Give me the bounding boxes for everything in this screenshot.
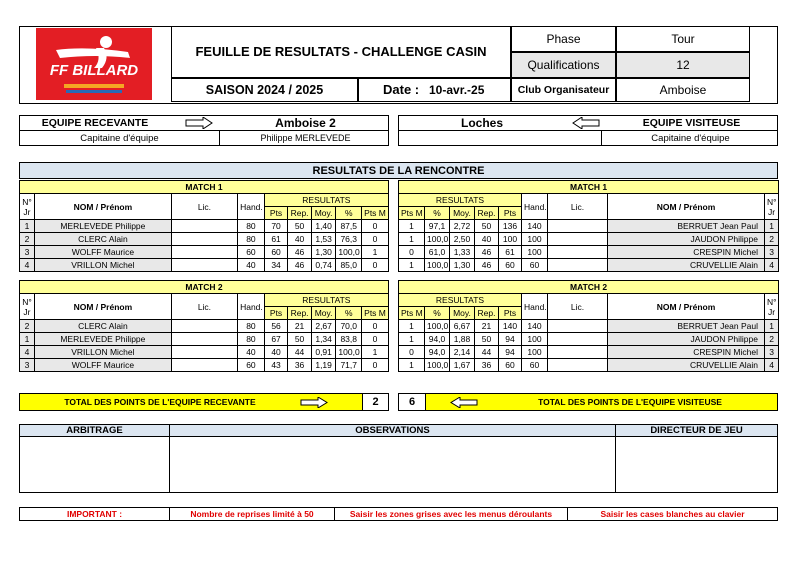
player-moy: 1,33: [450, 246, 475, 259]
saison-label: SAISON 2024 / 2025: [171, 78, 358, 102]
player-moy: 1,67: [450, 359, 475, 372]
player-lic: [548, 359, 608, 372]
player-pct: 61,0: [425, 246, 450, 259]
player-ptsm: 0: [399, 246, 425, 259]
player-jr[interactable]: 1: [765, 220, 779, 233]
player-name[interactable]: CLERC Alain: [34, 320, 171, 333]
num-header: N°: [767, 196, 777, 207]
lic-header: Lic.: [548, 194, 608, 220]
player-moy: 0,91: [311, 346, 336, 359]
num-header: N°: [22, 196, 32, 207]
pct-header: %: [425, 307, 450, 320]
date-box: [358, 78, 511, 102]
player-pct: 94,0: [425, 346, 450, 359]
player-ptsm: 1: [362, 246, 389, 259]
table-row: [20, 320, 389, 333]
note-zones-grises: Saisir les zones grises avec les menus déroulants: [335, 508, 568, 520]
home-total-value: 2: [362, 393, 389, 411]
directeur-field[interactable]: [616, 437, 777, 492]
player-name[interactable]: CRESPIN Michel: [608, 246, 765, 259]
player-name[interactable]: BERRUET Jean Paul: [608, 220, 765, 233]
player-jr[interactable]: 2: [20, 320, 35, 333]
player-pts[interactable]: 34: [264, 259, 288, 272]
player-pts[interactable]: 43: [264, 359, 288, 372]
player-moy: 1,88: [450, 333, 475, 346]
hand-header: Hand.: [522, 194, 548, 220]
player-ptsm: 1: [399, 233, 425, 246]
player-ptsm: 1: [399, 220, 425, 233]
rep-header: Rep.: [288, 207, 312, 220]
player-pts[interactable]: 70: [264, 220, 288, 233]
player-lic: [171, 233, 237, 246]
ptsm-header: Pts M: [362, 307, 389, 320]
pts-header: Pts: [264, 207, 288, 220]
player-pct: 100,0: [425, 233, 450, 246]
player-hand: 140: [522, 320, 548, 333]
observations-header: OBSERVATIONS: [170, 425, 616, 437]
player-hand: 80: [238, 220, 265, 233]
player-hand: 100: [522, 333, 548, 346]
resultats-header: RESULTATS: [264, 294, 388, 307]
player-pct: 71,7: [336, 359, 362, 372]
logo-text: FF BILLARD: [49, 62, 139, 79]
ptsm-header: Pts M: [399, 307, 425, 320]
directeur-header: DIRECTEUR DE JEU: [616, 425, 777, 437]
player-pct: 85,0: [336, 259, 362, 272]
player-jr[interactable]: 3: [20, 246, 35, 259]
arrow-left-icon: [450, 397, 478, 408]
away-total-value: 6: [398, 393, 426, 411]
player-lic: [171, 320, 237, 333]
pts-header: Pts: [499, 207, 522, 220]
player-moy: 2,50: [450, 233, 475, 246]
player-name[interactable]: WOLFF Maurice: [34, 359, 171, 372]
player-name[interactable]: VRILLON Michel: [34, 259, 171, 272]
name-header: NOM / Prénom: [34, 294, 171, 320]
date-value: 10-avr.-25: [429, 83, 485, 97]
phase-label: Phase: [511, 26, 616, 52]
player-pts[interactable]: 100: [499, 233, 522, 246]
arrow-left-icon: [572, 117, 600, 129]
player-lic: [548, 246, 608, 259]
player-pct: 100,0: [336, 246, 362, 259]
player-pct: 70,0: [336, 320, 362, 333]
player-hand: 60: [522, 359, 548, 372]
table-row: [20, 359, 389, 372]
player-moy: 1,53: [311, 233, 336, 246]
player-rep[interactable]: 46: [288, 246, 312, 259]
player-lic: [171, 246, 237, 259]
player-ptsm: 0: [399, 346, 425, 359]
player-rep[interactable]: 40: [475, 233, 499, 246]
player-moy: 1,40: [311, 220, 336, 233]
table-row: [20, 259, 389, 272]
away-captain-value[interactable]: [399, 131, 602, 145]
moy-header: Moy.: [450, 307, 475, 320]
player-rep[interactable]: 44: [475, 346, 499, 359]
player-lic: [171, 333, 237, 346]
player-moy: 1,19: [311, 359, 336, 372]
player-name[interactable]: JAUDON Philippe: [608, 233, 765, 246]
player-rep[interactable]: 44: [288, 346, 312, 359]
observations-field[interactable]: [170, 437, 616, 492]
club-value[interactable]: Amboise: [616, 78, 750, 102]
player-pct: 76,3: [336, 233, 362, 246]
player-hand: 40: [238, 259, 265, 272]
table-row: [20, 233, 389, 246]
player-lic: [548, 220, 608, 233]
resultats-header: RESULTATS: [264, 194, 388, 207]
player-pct: 94,0: [425, 333, 450, 346]
away-total-label: TOTAL DES POINTS DE L'EQUIPE VISITEUSE: [538, 397, 722, 407]
player-pts[interactable]: 40: [264, 346, 288, 359]
player-pct: 100,0: [336, 346, 362, 359]
table-row: [399, 346, 779, 359]
player-pts[interactable]: 60: [264, 246, 288, 259]
player-ptsm: 0: [362, 333, 389, 346]
player-jr[interactable]: 4: [765, 259, 779, 272]
player-ptsm: 0: [362, 320, 389, 333]
player-pct: 97,1: [425, 220, 450, 233]
num-header: N°: [767, 296, 777, 307]
player-jr[interactable]: 4: [20, 259, 35, 272]
player-hand: 140: [522, 220, 548, 233]
pts-header: Pts: [499, 307, 522, 320]
results-title: RESULTATS DE LA RENCONTRE: [19, 162, 778, 179]
player-pts[interactable]: 94: [499, 333, 522, 346]
date-label: Date :: [383, 82, 420, 97]
player-lic: [171, 359, 237, 372]
away-results-table-1: [398, 180, 779, 272]
player-lic: [171, 346, 237, 359]
tour-value[interactable]: 12: [616, 52, 750, 78]
home-total-label: TOTAL DES POINTS DE L'EQUIPE RECEVANTE: [64, 397, 256, 407]
player-pts[interactable]: 61: [499, 246, 522, 259]
player-hand: 60: [238, 359, 265, 372]
resultats-header: RESULTATS: [399, 194, 522, 207]
arrow-right-icon: [300, 397, 328, 408]
player-jr[interactable]: 1: [20, 333, 35, 346]
resultats-header: RESULTATS: [399, 294, 522, 307]
player-hand: 100: [522, 246, 548, 259]
player-lic: [548, 346, 608, 359]
arbitrage-field[interactable]: [20, 437, 170, 492]
lic-header: Lic.: [171, 294, 237, 320]
player-name[interactable]: MERLEVEDE Philippe: [34, 333, 171, 346]
table-row: [399, 333, 779, 346]
player-ptsm: 1: [399, 333, 425, 346]
lic-header: Lic.: [548, 294, 608, 320]
away-results-table-2: [398, 280, 779, 372]
player-moy: 1,30: [450, 259, 475, 272]
home-results-table-1: [19, 180, 389, 272]
player-rep[interactable]: 36: [475, 359, 499, 372]
table-row: [399, 359, 779, 372]
player-moy: 1,30: [311, 246, 336, 259]
hand-header: Hand.: [522, 294, 548, 320]
player-jr[interactable]: 3: [765, 246, 779, 259]
club-label: Club Organisateur: [511, 78, 616, 102]
player-lic: [548, 233, 608, 246]
player-ptsm: 0: [362, 233, 389, 246]
player-rep[interactable]: 40: [288, 233, 312, 246]
arrow-right-icon: [185, 117, 213, 129]
note-cases-blanches: Saisir les cases blanches au clavier: [600, 509, 745, 519]
player-rep[interactable]: 50: [288, 333, 312, 346]
player-moy: 2,72: [450, 220, 475, 233]
important-label: IMPORTANT :: [20, 508, 170, 520]
table-row: [20, 346, 389, 359]
player-name[interactable]: CRUVELLIE Alain: [608, 259, 765, 272]
player-jr[interactable]: 1: [20, 220, 35, 233]
home-captain-label: Capitaine d'équipe: [20, 131, 220, 145]
home-team-name[interactable]: Amboise 2: [275, 115, 336, 130]
player-rep[interactable]: 21: [288, 320, 312, 333]
player-ptsm: 1: [399, 320, 425, 333]
moy-header: Moy.: [311, 307, 336, 320]
player-moy: 6,67: [450, 320, 475, 333]
player-name[interactable]: VRILLON Michel: [34, 346, 171, 359]
player-ptsm: 1: [399, 359, 425, 372]
player-jr[interactable]: 4: [20, 346, 35, 359]
player-rep[interactable]: 46: [288, 259, 312, 272]
phase-value[interactable]: Qualifications: [511, 52, 616, 78]
table-row: [399, 259, 779, 272]
player-hand: 80: [238, 233, 265, 246]
player-rep[interactable]: 50: [288, 220, 312, 233]
player-jr[interactable]: 3: [20, 359, 35, 372]
num-header: N°: [22, 296, 32, 307]
player-lic: [548, 259, 608, 272]
player-pct: 100,0: [425, 320, 450, 333]
player-jr[interactable]: 4: [765, 359, 779, 372]
ptsm-header: Pts M: [399, 207, 425, 220]
player-rep[interactable]: 46: [475, 246, 499, 259]
player-lic: [548, 333, 608, 346]
arbitrage-header: ARBITRAGE: [20, 425, 170, 437]
away-team-name[interactable]: Loches: [460, 115, 503, 130]
player-name[interactable]: CRESPIN Michel: [608, 346, 765, 359]
player-jr[interactable]: 3: [765, 346, 779, 359]
home-results-table-2: [19, 280, 389, 372]
player-moy: 2,14: [450, 346, 475, 359]
player-lic: [171, 220, 237, 233]
player-jr[interactable]: 2: [20, 233, 35, 246]
player-rep[interactable]: 46: [475, 259, 499, 272]
player-name[interactable]: MERLEVEDE Philippe: [34, 220, 171, 233]
player-pct: 83,8: [336, 333, 362, 346]
player-hand: 100: [522, 346, 548, 359]
ptsm-header: Pts M: [362, 207, 389, 220]
player-hand: 100: [522, 233, 548, 246]
home-captain-name[interactable]: Philippe MERLEVEDE: [260, 133, 351, 143]
player-pts[interactable]: 61: [264, 233, 288, 246]
player-jr[interactable]: 2: [765, 233, 779, 246]
name-header: NOM / Prénom: [608, 194, 765, 220]
player-name[interactable]: CLERC Alain: [34, 233, 171, 246]
away-team-label: EQUIPE VISITEUSE: [642, 117, 741, 129]
away-captain-label: Capitaine d'équipe: [651, 132, 730, 144]
home-team-label: EQUIPE RECEVANTE: [41, 117, 149, 129]
player-name[interactable]: BERRUET Jean Paul: [608, 320, 765, 333]
note-reprises: Nombre de reprises limité à 50: [170, 508, 335, 520]
match-title: MATCH 2: [20, 281, 389, 294]
player-pts[interactable]: 67: [264, 333, 288, 346]
pct-header: %: [425, 207, 450, 220]
player-name[interactable]: JAUDON Philippe: [608, 333, 765, 346]
match-title: MATCH 2: [399, 281, 779, 294]
rep-header: Rep.: [475, 207, 499, 220]
player-hand: 60: [522, 259, 548, 272]
table-row: [399, 220, 779, 233]
player-jr[interactable]: 2: [765, 333, 779, 346]
player-moy: 0,74: [311, 259, 336, 272]
player-moy: 2,67: [311, 320, 336, 333]
player-ptsm: 0: [362, 259, 389, 272]
moy-header: Moy.: [311, 207, 336, 220]
player-hand: 80: [238, 333, 265, 346]
jr-header: Jr: [768, 306, 776, 317]
pct-header: %: [336, 307, 362, 320]
player-lic: [171, 259, 237, 272]
player-pct: 87,5: [336, 220, 362, 233]
pct-header: %: [336, 207, 362, 220]
player-hand: 80: [238, 320, 265, 333]
player-ptsm: 0: [362, 359, 389, 372]
player-pct: 100,0: [425, 359, 450, 372]
tour-label: Tour: [616, 26, 750, 52]
pts-header: Pts: [264, 307, 288, 320]
ffb-logo: [36, 28, 152, 100]
player-ptsm: 1: [399, 259, 425, 272]
player-pct: 100,0: [425, 259, 450, 272]
lic-header: Lic.: [171, 194, 237, 220]
player-rep[interactable]: 50: [475, 333, 499, 346]
name-header: NOM / Prénom: [608, 294, 765, 320]
player-pts[interactable]: 94: [499, 346, 522, 359]
table-row: [399, 246, 779, 259]
table-row: [20, 333, 389, 346]
table-row: [399, 320, 779, 333]
player-hand: 40: [238, 346, 265, 359]
table-row: [399, 233, 779, 246]
player-pts[interactable]: 140: [499, 320, 522, 333]
jr-header: Jr: [23, 306, 31, 317]
player-name[interactable]: WOLFF Maurice: [34, 246, 171, 259]
player-moy: 1,34: [311, 333, 336, 346]
player-jr[interactable]: 1: [765, 320, 779, 333]
jr-header: Jr: [23, 206, 31, 217]
player-ptsm: 0: [362, 220, 389, 233]
player-pts[interactable]: 56: [264, 320, 288, 333]
player-lic: [548, 320, 608, 333]
rep-header: Rep.: [288, 307, 312, 320]
player-rep[interactable]: 36: [288, 359, 312, 372]
player-pts[interactable]: 60: [499, 259, 522, 272]
player-rep[interactable]: 50: [475, 220, 499, 233]
hand-header: Hand.: [238, 194, 265, 220]
player-rep[interactable]: 21: [475, 320, 499, 333]
hand-header: Hand.: [238, 294, 265, 320]
player-hand: 60: [238, 246, 265, 259]
moy-header: Moy.: [450, 207, 475, 220]
player-pts[interactable]: 136: [499, 220, 522, 233]
jr-header: Jr: [768, 206, 776, 217]
player-name[interactable]: CRUVELLIE Alain: [608, 359, 765, 372]
table-row: [20, 246, 389, 259]
match-title: MATCH 1: [20, 181, 389, 194]
match-title: MATCH 1: [399, 181, 779, 194]
table-row: [20, 220, 389, 233]
player-pts[interactable]: 60: [499, 359, 522, 372]
player-ptsm: 1: [362, 346, 389, 359]
page-title: FEUILLE DE RESULTATS - CHALLENGE CASIN: [171, 26, 511, 78]
rep-header: Rep.: [475, 307, 499, 320]
name-header: NOM / Prénom: [34, 194, 171, 220]
